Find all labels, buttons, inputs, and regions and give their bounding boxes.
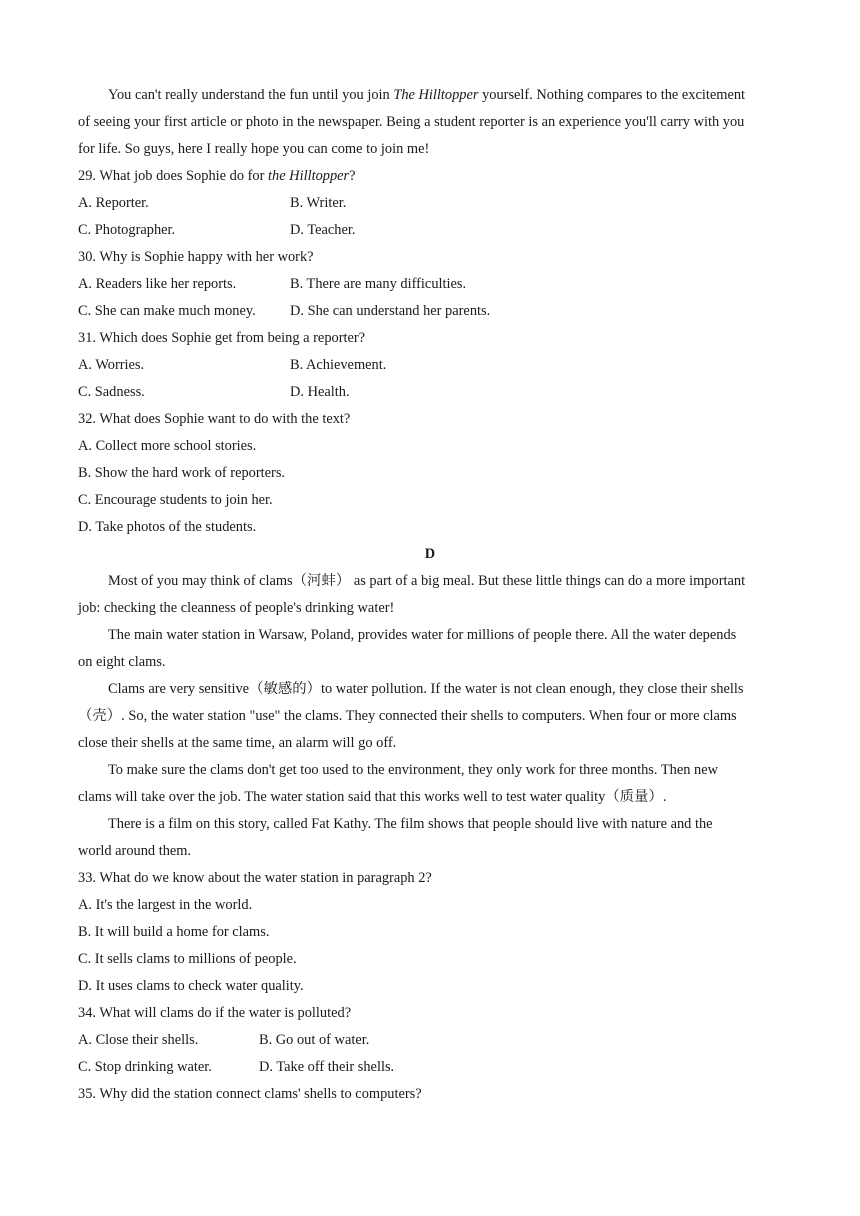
question-35-stem: 35. Why did the station connect clams' shells to computers? (78, 1086, 422, 1102)
text-span: You can't really understand the fun until you join (108, 87, 394, 103)
newspaper-title: the Hilltopper (268, 168, 350, 184)
question-29-stem (78, 167, 356, 185)
q31-option-b: B. Achievement. (290, 357, 387, 373)
passage-paragraph-line: on eight clams. (78, 654, 166, 670)
q29-option-c: C. Photographer. (78, 222, 176, 238)
q32-option-d: D. Take photos of the students. (78, 519, 257, 535)
question-32-stem: 32. What does Sophie want to do with the text? (78, 411, 351, 427)
q29-option-a: A. Reporter. (78, 195, 149, 211)
passage-paragraph-line: The main water station in Warsaw, Poland, provides water for millions of people there. All the water depends (108, 627, 737, 643)
text-span: ? (349, 168, 356, 184)
passage-paragraph-line: Clams are very sensitive（敏感的）to water pollution. If the water is not clean enough, they close their shells (108, 681, 744, 697)
q32-option-c: C. Encourage students to join her. (78, 492, 273, 508)
q32-option-a: A. Collect more school stories. (78, 438, 257, 454)
passage-paragraph-line: clams will take over the job. The water station said that this works well to test water quality（质量）. (78, 789, 667, 805)
q34-option-a: A. Close their shells. (78, 1032, 199, 1048)
q30-option-d: D. She can understand her parents. (290, 303, 491, 319)
passage-paragraph-line: for life. So guys, here I really hope you can come to join me! (78, 141, 430, 157)
q30-option-b: B. There are many difficulties. (290, 276, 467, 292)
question-34-stem: 34. What will clams do if the water is polluted? (78, 1005, 352, 1021)
q29-option-d: D. Teacher. (290, 222, 356, 238)
q32-option-b: B. Show the hard work of reporters. (78, 465, 286, 481)
question-30-stem: 30. Why is Sophie happy with her work? (78, 249, 314, 265)
q33-option-c: C. It sells clams to millions of people. (78, 951, 297, 967)
q29-option-b: B. Writer. (290, 195, 347, 211)
passage-paragraph-line: （壳）. So, the water station "use" the clams. They connected their shells to computers. When four or more clams (78, 708, 737, 724)
q31-option-a: A. Worries. (78, 357, 145, 373)
q33-option-b: B. It will build a home for clams. (78, 924, 270, 940)
q30-option-c: C. She can make much money. (78, 303, 256, 319)
q30-option-a: A. Readers like her reports. (78, 276, 237, 292)
question-31-stem: 31. Which does Sophie get from being a reporter? (78, 330, 366, 346)
newspaper-title: The Hilltopper (393, 87, 479, 103)
section-heading: D (424, 546, 436, 562)
passage-paragraph-line: of seeing your first article or photo in the newspaper. Being a student reporter is an experience you'll carry with you (78, 114, 745, 130)
q31-option-c: C. Sadness. (78, 384, 145, 400)
passage-paragraph-line: close their shells at the same time, an alarm will go off. (78, 735, 397, 751)
passage-paragraph-line: world around them. (78, 843, 192, 859)
question-33-stem: 33. What do we know about the water station in paragraph 2? (78, 870, 432, 886)
q33-option-a: A. It's the largest in the world. (78, 897, 253, 913)
q31-option-d: D. Health. (290, 384, 350, 400)
passage-paragraph-line: To make sure the clams don't get too used to the environment, they only work for three months. Then new (108, 762, 718, 778)
passage-paragraph-line: Most of you may think of clams（河蚌） as part of a big meal. But these little things can do a more important (108, 573, 746, 589)
passage-paragraph-line: There is a film on this story, called Fat Kathy. The film shows that people should live with nature and the (108, 816, 713, 832)
passage-paragraph-line: job: checking the cleanness of people's drinking water! (78, 600, 395, 616)
q34-option-d: D. Take off their shells. (259, 1059, 395, 1075)
q34-option-c: C. Stop drinking water. (78, 1059, 212, 1075)
text-span: 29. What job does Sophie do for (78, 168, 268, 184)
text-span: yourself. Nothing compares to the excitement (478, 87, 746, 103)
passage-paragraph-line (108, 86, 745, 104)
q34-option-b: B. Go out of water. (259, 1032, 370, 1048)
q33-option-d: D. It uses clams to check water quality. (78, 978, 304, 994)
